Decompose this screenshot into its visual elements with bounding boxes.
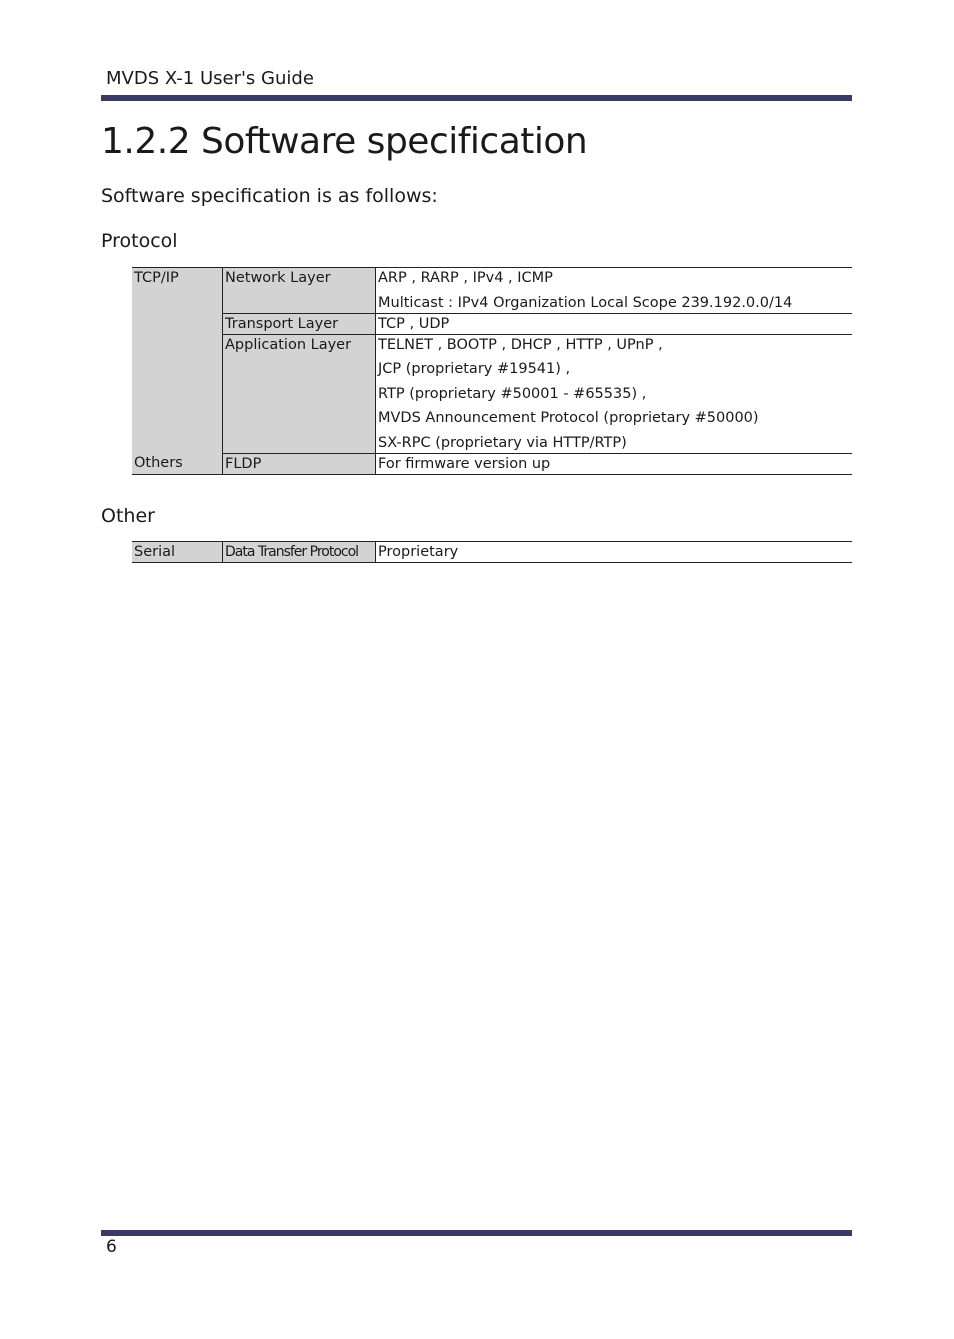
protocol-section-title: Protocol: [101, 230, 178, 252]
application-layer-value: [376, 334, 853, 453]
fldp-label: FLDP: [223, 453, 376, 474]
transport-layer-label: Transport Layer: [223, 313, 376, 334]
data-transfer-protocol-value: Proprietary: [376, 542, 853, 563]
table-row: [132, 453, 852, 474]
serial-group-cell: Serial: [132, 542, 223, 563]
network-layer-line: Multicast : IPv4 Organization Local Scope 239.192.0.0/14: [378, 294, 793, 311]
header-rule: [101, 95, 852, 101]
fldp-value: For firmware version up: [376, 453, 853, 474]
tcpip-group-cell: TCP/IP: [132, 268, 223, 454]
network-layer-line: ARP , RARP , IPv4 , ICMP: [378, 270, 553, 286]
application-layer-line: TELNET , BOOTP , DHCP , HTTP , UPnP ,: [378, 336, 663, 353]
other-table: [132, 541, 852, 563]
page-title: 1.2.2 Software specification: [101, 121, 588, 162]
transport-layer-value: TCP , UDP: [376, 313, 853, 334]
protocol-table: [132, 267, 852, 475]
application-layer-line: SX-RPC (proprietary via HTTP/RTP): [378, 434, 627, 451]
intro-text: Software specification is as follows:: [101, 185, 438, 207]
table-row: [132, 313, 852, 334]
application-layer-label: Application Layer: [223, 334, 376, 453]
application-layer-line: RTP (proprietary #50001 - #65535) ,: [378, 385, 647, 402]
network-layer-label: Network Layer: [223, 268, 376, 314]
application-layer-line: JCP (proprietary #19541) ,: [378, 361, 571, 377]
application-layer-line: MVDS Announcement Protocol (proprietary #50000): [378, 410, 759, 426]
table-row: [132, 542, 852, 563]
other-section-title: Other: [101, 505, 155, 527]
table-row: [132, 268, 852, 314]
others-group-cell: Others: [132, 453, 223, 474]
network-layer-value: [376, 268, 853, 314]
page-number: 6: [106, 1237, 117, 1257]
table-row: [132, 334, 852, 453]
data-transfer-protocol-label: Data Transfer Protocol: [223, 542, 376, 563]
footer-rule: [101, 1230, 852, 1236]
running-header: MVDS X-1 User's Guide: [106, 68, 314, 89]
